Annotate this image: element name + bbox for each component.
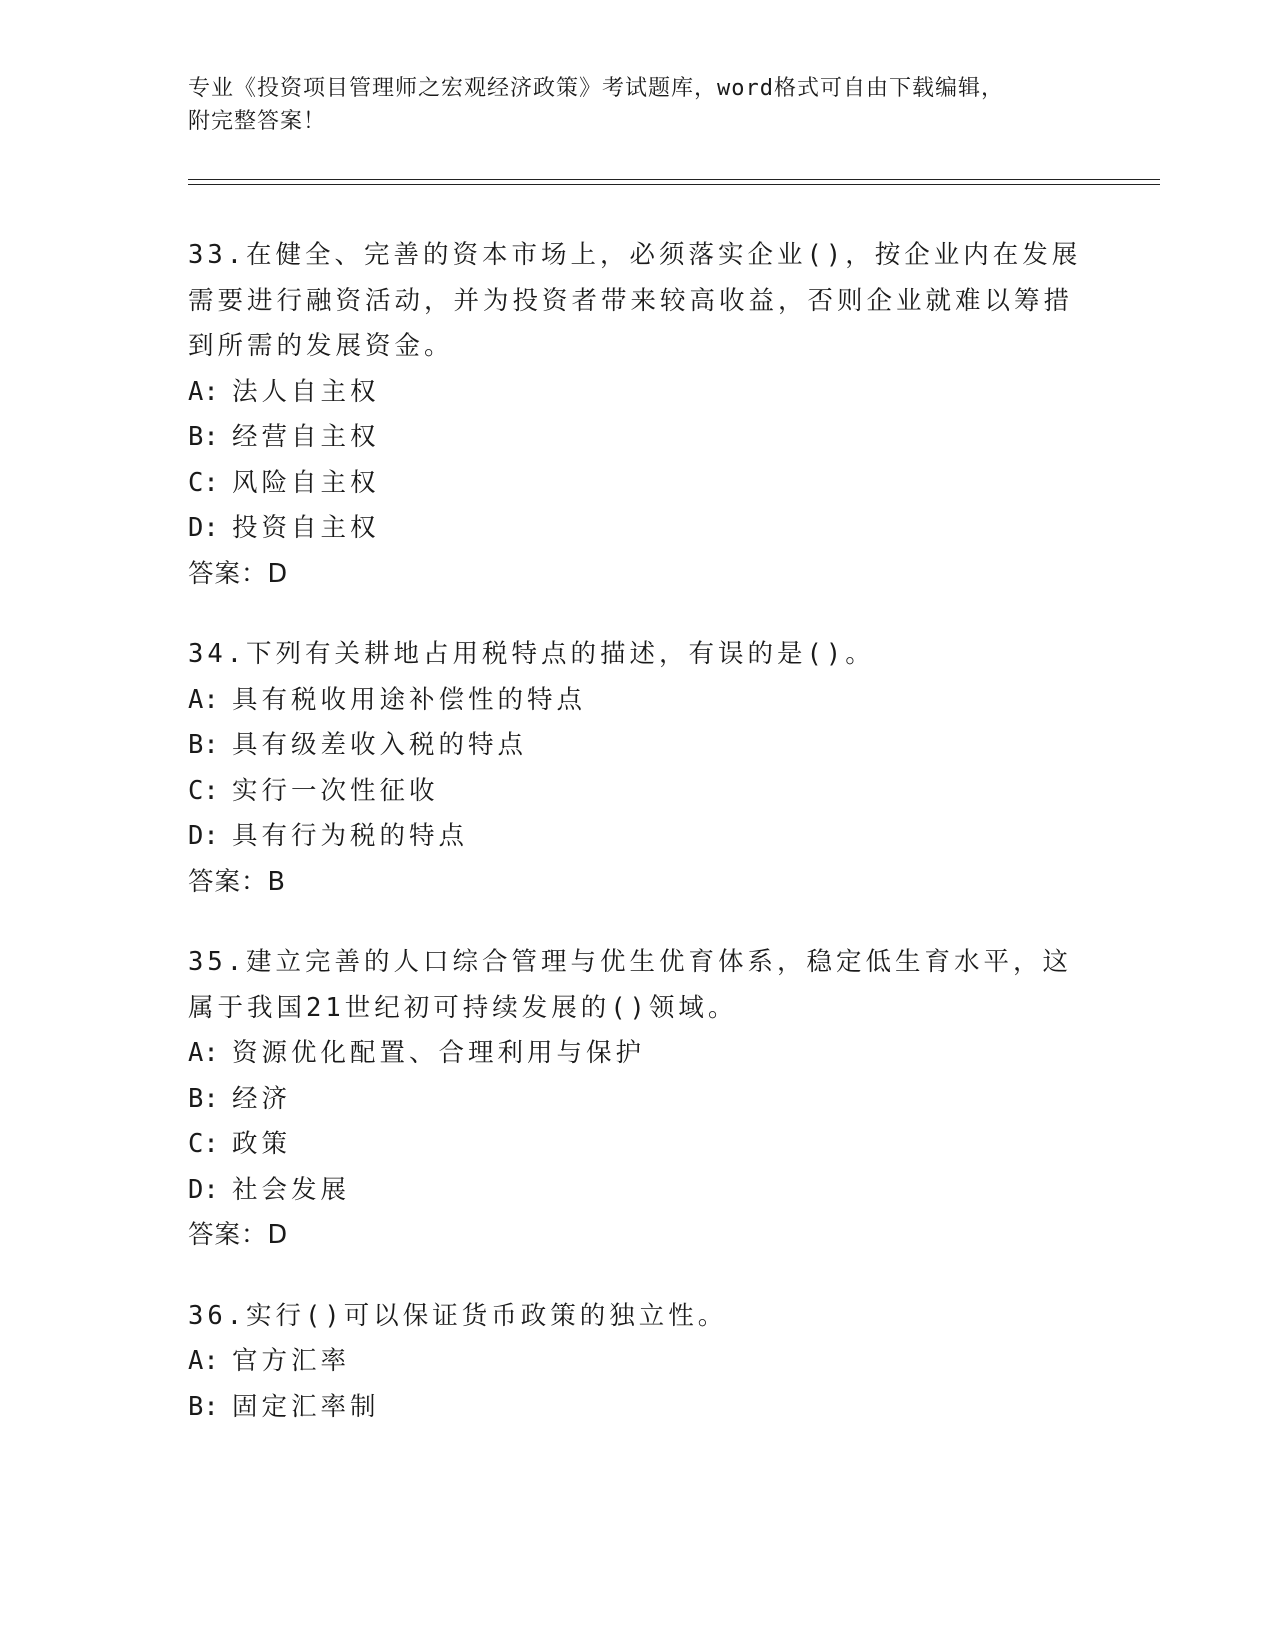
question-35 [188, 940, 1088, 1259]
option-text: 资源优化配置、合理利用与保护 [232, 1038, 646, 1068]
header-divider-top [188, 179, 1160, 180]
header-line-2: 附完整答案！ [188, 109, 327, 134]
option-text: 政策 [232, 1129, 292, 1159]
option-text: 官方汇率 [232, 1346, 351, 1376]
answer-line: 答案：B [188, 866, 286, 897]
option-text: 社会发展 [232, 1174, 351, 1205]
option-d [188, 506, 1088, 552]
header-divider-bottom [188, 184, 1160, 185]
question-stem: 36.实行()可以保证货币政策的独立性。 [188, 1300, 728, 1331]
option-letter: B: [188, 422, 219, 452]
option-c [188, 461, 1088, 507]
option-a [188, 678, 1088, 724]
question-36 [188, 1294, 1088, 1431]
option-letter: D: [188, 513, 219, 543]
option-d [188, 1168, 1088, 1214]
option-b [188, 415, 1088, 461]
question-stem: 35.建立完善的人口综合管理与优生优育体系，稳定低生育水平，这属于我国21世纪初可持续发展的()领域。 [188, 947, 1073, 1023]
option-b [188, 723, 1088, 769]
option-letter: B: [188, 1391, 219, 1422]
question-stem: 34.下列有关耕地占用税特点的描述，有误的是()。 [188, 639, 875, 669]
option-text: 经济 [232, 1083, 292, 1114]
question-33 [188, 233, 1088, 597]
answer-line: 答案：D [188, 1220, 289, 1250]
option-letter: A: [188, 376, 219, 407]
question-list [188, 233, 1088, 1465]
option-text: 经营自主权 [232, 422, 380, 452]
option-text: 风险自主权 [232, 467, 380, 498]
option-b [188, 1385, 1088, 1431]
option-text: 具有税收用途补偿性的特点 [232, 684, 587, 715]
option-text: 法人自主权 [232, 376, 380, 407]
option-letter: A: [188, 1038, 219, 1068]
header-line-1: 专业《投资项目管理师之宏观经济政策》考试题库，word格式可自由下载编辑， [188, 76, 1004, 101]
option-a [188, 1031, 1088, 1077]
option-letter: B: [188, 1083, 219, 1114]
answer-line: 答案：D [188, 558, 289, 589]
option-c [188, 769, 1088, 815]
option-d [188, 814, 1088, 860]
document-header [188, 72, 1088, 138]
option-text: 具有行为税的特点 [232, 821, 469, 851]
option-letter: C: [188, 467, 219, 498]
option-letter: A: [188, 1346, 219, 1376]
option-letter: B: [188, 730, 219, 760]
option-b [188, 1077, 1088, 1123]
option-letter: D: [188, 1174, 219, 1205]
option-letter: D: [188, 821, 219, 851]
question-stem: 33.在健全、完善的资本市场上，必须落实企业()，按企业内在发展需要进行融资活动，并为投资者带来较高收益，否则企业就难以筹措到所需的发展资金。 [188, 240, 1082, 361]
option-text: 投资自主权 [232, 513, 380, 543]
option-letter: C: [188, 775, 219, 806]
option-a [188, 1339, 1088, 1385]
option-text: 实行一次性征收 [232, 775, 439, 806]
option-letter: A: [188, 684, 219, 715]
question-34 [188, 632, 1088, 905]
option-a [188, 370, 1088, 416]
option-letter: C: [188, 1129, 219, 1159]
option-c [188, 1122, 1088, 1168]
option-text: 具有级差收入税的特点 [232, 730, 528, 760]
option-text: 固定汇率制 [232, 1391, 380, 1422]
